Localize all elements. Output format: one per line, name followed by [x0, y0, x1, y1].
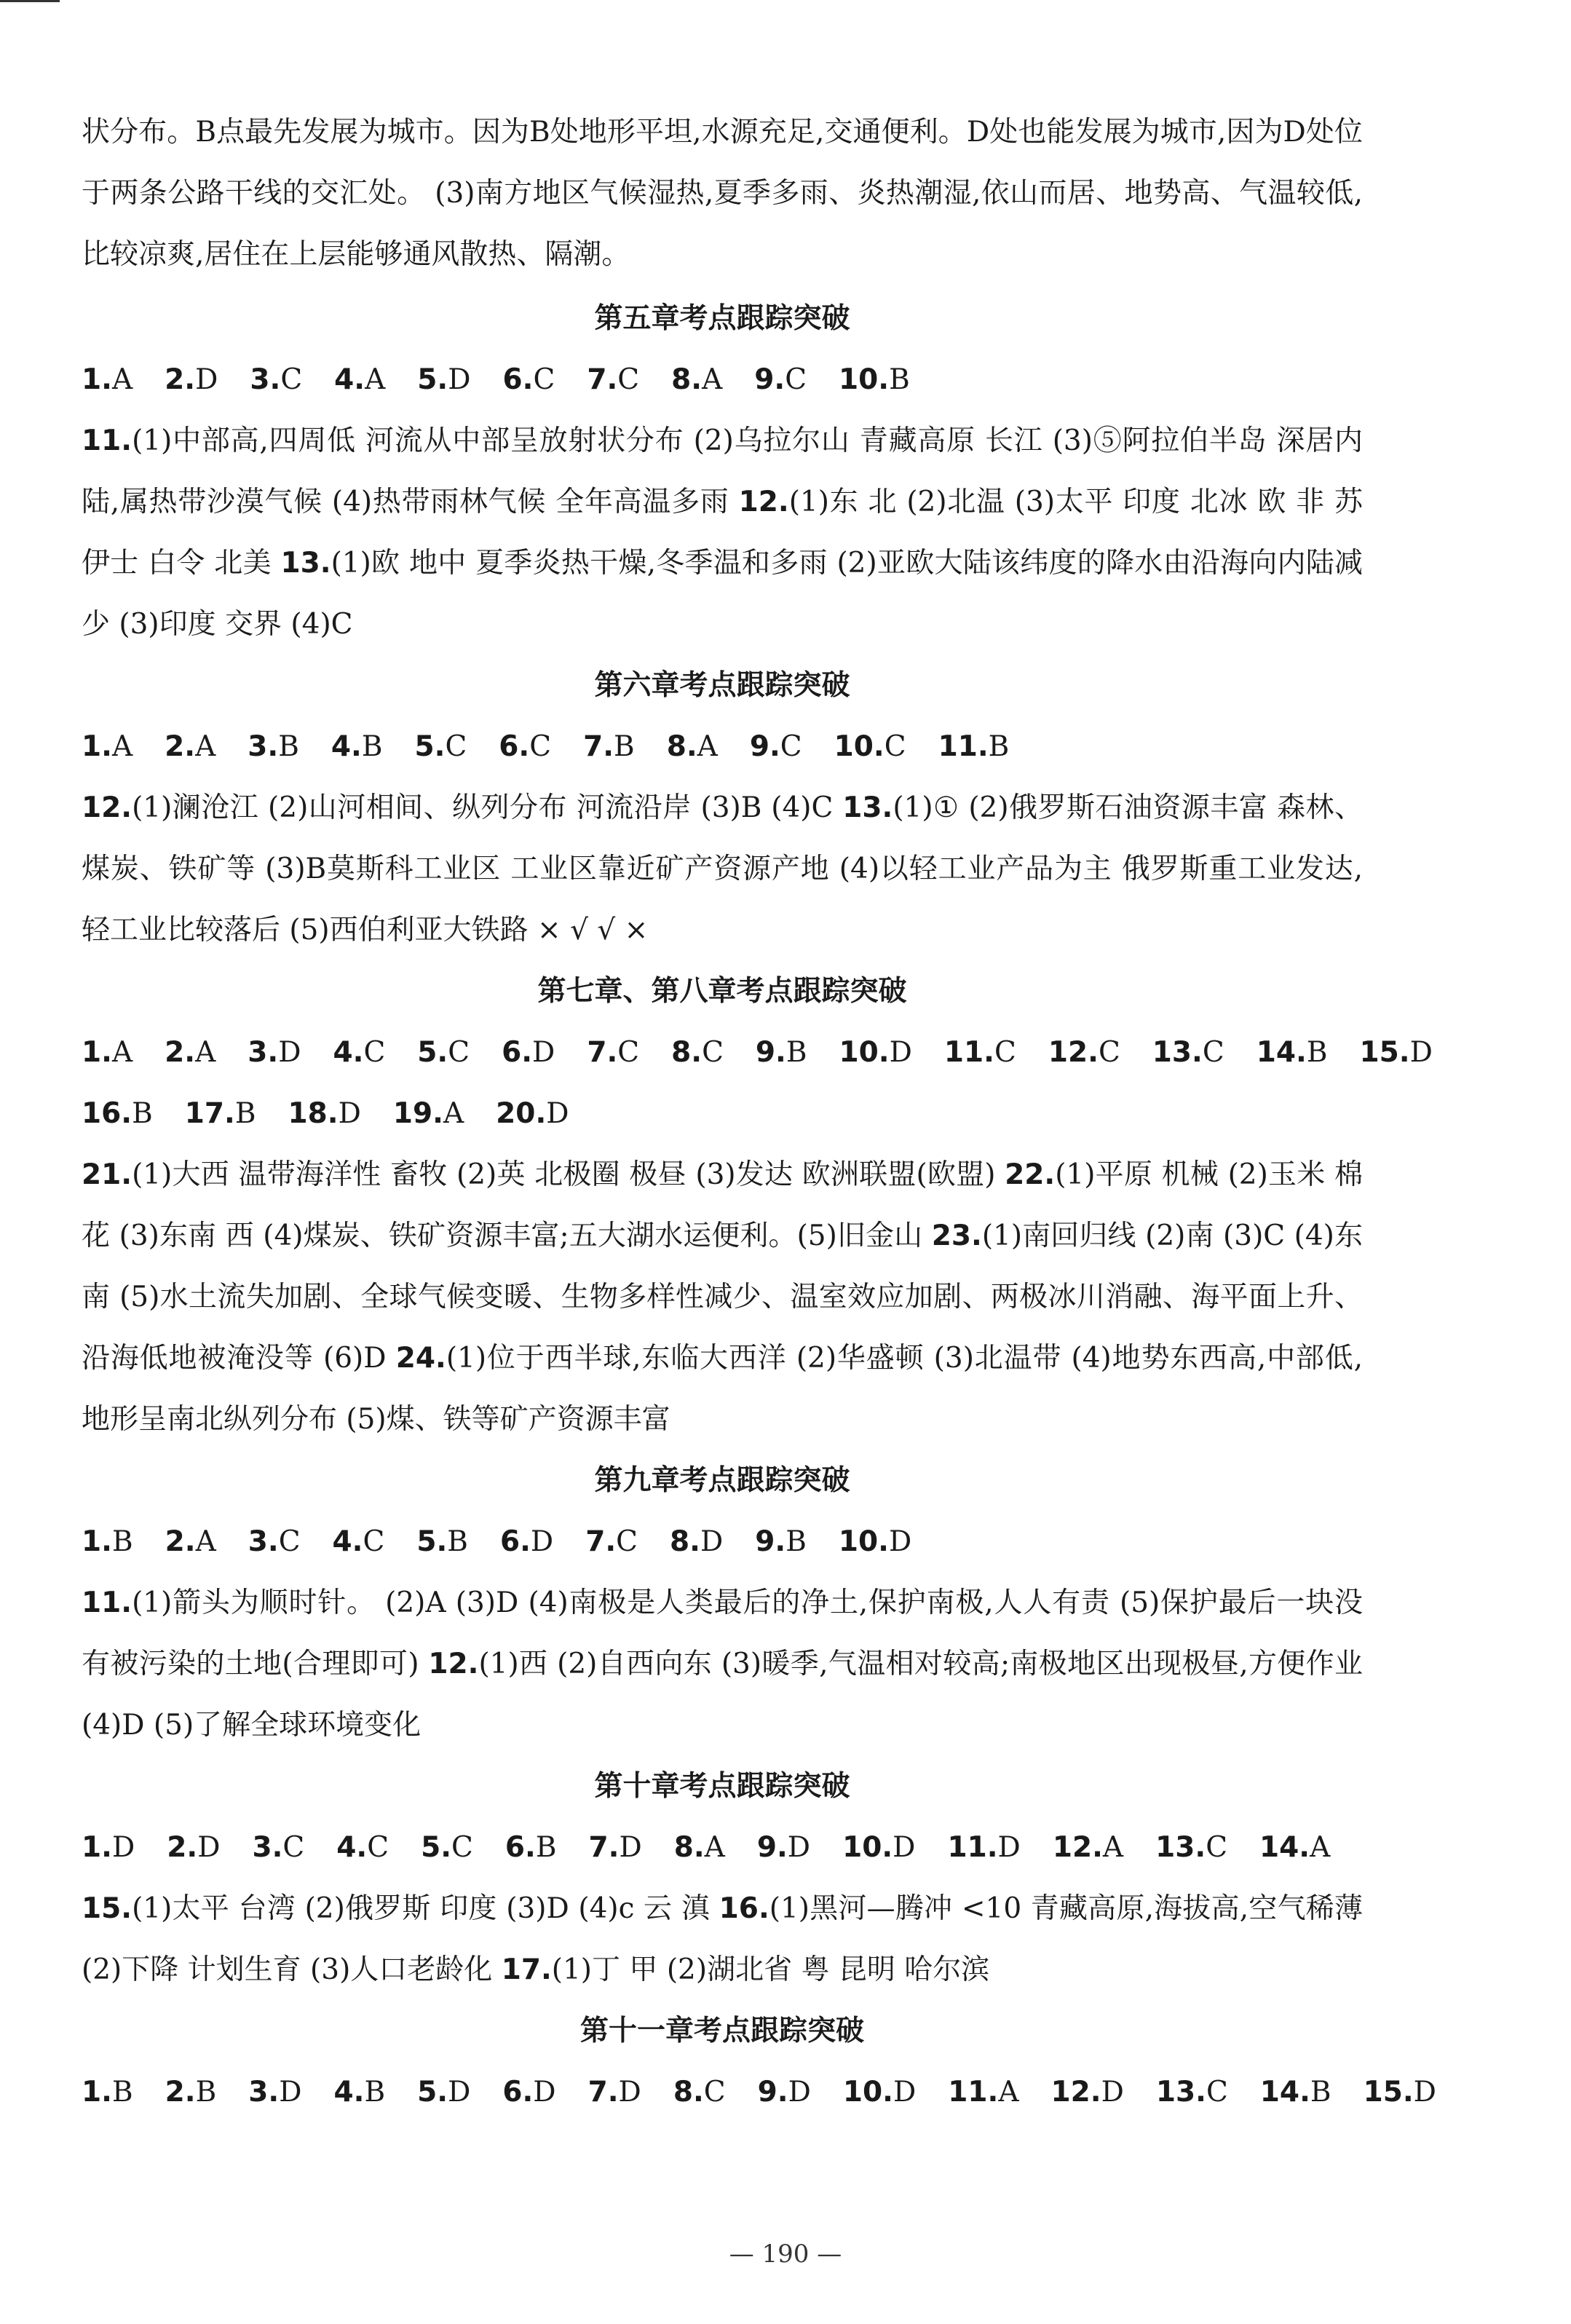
answer-letter: A — [697, 730, 718, 763]
chapter5-subjective — [82, 411, 1363, 655]
mc-answer — [755, 1525, 807, 1558]
mc-answer — [670, 1525, 723, 1558]
answer-letter: C — [282, 1831, 305, 1864]
question-number: 4. — [334, 363, 365, 396]
answer-text: (1)大西 温带海洋性 畜牧 (2)英 北极圈 极昼 (3)发达 欧洲联盟(欧盟) — [132, 1158, 1005, 1191]
mc-answer — [500, 1525, 553, 1558]
chapter11-title: 第十一章考点跟踪突破 — [579, 2015, 864, 2047]
mc-answer — [416, 1525, 468, 1558]
mc-answer — [502, 2076, 555, 2108]
chapter11-mc-answers — [82, 2062, 1436, 2123]
answer-letter: C — [703, 2076, 726, 2108]
answer-text: (1)东 北 (2)北温 (3)太平 印度 北冰 欧 非 苏伊士 白令 北美 — [82, 486, 1363, 580]
mc-answer — [674, 1831, 725, 1864]
question-number: 5. — [417, 1036, 448, 1069]
question-number: 9. — [755, 1036, 786, 1069]
answer-letter: D — [787, 1831, 811, 1864]
answer-letter: C — [780, 730, 802, 763]
mc-answer — [754, 363, 807, 396]
question-number: 10. — [842, 2076, 893, 2108]
chapter5-mc-answers — [82, 349, 1363, 411]
answer-text: (1)澜沧江 (2)山河相间、纵列分布 河流沿岸 (3)B (4)C — [132, 791, 843, 824]
question-number: 8. — [670, 1525, 700, 1558]
question-number: 10. — [839, 1036, 890, 1069]
answer-letter: C — [785, 363, 807, 396]
chapter5-title: 第五章考点跟踪突破 — [594, 302, 850, 335]
answer-letter: A — [195, 730, 216, 763]
question-number: 22. — [1005, 1158, 1056, 1191]
answer-letter: B — [111, 2076, 133, 2108]
question-number: 23. — [931, 1220, 982, 1252]
question-number: 6. — [499, 1525, 531, 1558]
question-number: 2. — [167, 1831, 198, 1864]
mc-answer — [82, 730, 132, 763]
answer-text: (1)西 (2)自西向东 (3)暖季,气温相对较高;南极地区出现极昼,方便作业 (4)D (5)了解全球环境变化 — [82, 1648, 1363, 1742]
question-number: 13. — [1155, 2076, 1206, 2108]
mc-answer — [393, 1097, 464, 1130]
answer-letter: A — [111, 1036, 133, 1069]
mc-answer — [415, 730, 467, 763]
answer-text: (1)丁 甲 (2)湖北省 粤 昆明 哈尔滨 — [551, 1953, 990, 1986]
answer-text: (1)① (2)俄罗斯石油资源丰富 森林、煤炭、铁矿等 (3)B莫斯科工业区 工业区靠近矿产资源产地 (4)以轻工业产品为主 俄罗斯重工业发达,轻工业比较落后 (5)西伯利亚大铁路 × √ √ × — [82, 791, 1363, 946]
question-number: 13. — [280, 547, 331, 580]
mc-answer — [757, 1831, 810, 1864]
question-number: 7. — [587, 2076, 619, 2108]
mc-answer — [333, 1036, 385, 1069]
answer-text: (1)欧 地中 夏季炎热干燥,冬季温和多雨 (2)亚欧大陆该纬度的降水由沿海向内陆减少 (3)印度 交界 (4)C — [82, 547, 1363, 641]
question-number: 6. — [504, 1831, 536, 1864]
answer-letter: D — [111, 1831, 135, 1864]
answer-letter: D — [546, 1097, 569, 1130]
mc-answer — [839, 1036, 912, 1069]
question-number: 2. — [165, 363, 196, 396]
question-number: 7. — [588, 1831, 620, 1864]
answer-letter: B — [234, 1097, 256, 1130]
answer-letter: C — [617, 1036, 640, 1069]
question-number: 11. — [947, 1831, 998, 1864]
question-number: 4. — [332, 1525, 363, 1558]
chapter10-mc-answers — [82, 1817, 1363, 1878]
chapter10-title: 第十章考点跟踪突破 — [594, 1770, 850, 1803]
mc-answer — [165, 363, 218, 396]
question-number: 14. — [1259, 1831, 1310, 1864]
question-number: 5. — [421, 1831, 452, 1864]
mc-answer — [503, 363, 555, 396]
answer-letter: C — [1202, 1036, 1224, 1069]
answer-letter: C — [994, 1036, 1016, 1069]
question-number: 5. — [414, 730, 446, 763]
answer-letter: D — [279, 2076, 302, 2108]
answer-text: (1)太平 台湾 (2)俄罗斯 印度 (3)D (4)c 云 滇 — [132, 1892, 719, 1925]
page-number: — 190 — — [729, 2240, 842, 2269]
question-number: 13. — [1155, 1831, 1206, 1864]
question-number: 4. — [333, 1036, 364, 1069]
answer-letter: B — [889, 363, 910, 396]
mc-answer — [587, 1036, 639, 1069]
question-number: 11. — [943, 1036, 994, 1069]
question-number: 10. — [842, 1831, 893, 1864]
question-number: 15. — [1363, 2076, 1414, 2108]
answer-letter: C — [533, 363, 555, 396]
answer-letter: A — [195, 1525, 216, 1558]
mc-answer — [421, 1831, 473, 1864]
mc-answer — [288, 1097, 361, 1130]
question-number: 19. — [392, 1097, 443, 1130]
mc-answer — [1152, 1036, 1224, 1069]
answer-letter: B — [786, 1036, 807, 1069]
question-number: 6. — [502, 2076, 534, 2108]
chapter9-mc-answers — [82, 1511, 1363, 1573]
mc-answer — [185, 1097, 256, 1130]
mc-answer — [165, 730, 215, 763]
question-number: 7. — [587, 363, 618, 396]
answer-letter: C — [363, 1525, 385, 1558]
answer-letter: D — [532, 1036, 555, 1069]
answer-letter: B — [361, 730, 383, 763]
answer-letter: A — [195, 1036, 216, 1069]
mc-answer — [82, 363, 132, 396]
answer-letter: D — [1101, 2076, 1124, 2108]
mc-answer — [671, 363, 722, 396]
question-number: 14. — [1256, 1036, 1307, 1069]
mc-answer — [842, 1831, 915, 1864]
question-number: 12. — [1052, 1831, 1103, 1864]
mc-answer — [944, 1036, 1016, 1069]
answer-letter: B — [1310, 2076, 1331, 2108]
answer-letter: D — [278, 1036, 301, 1069]
mc-answer — [1048, 1036, 1120, 1069]
question-number: 9. — [754, 363, 786, 396]
answer-text: (1)南回归线 (2)南 (3)C (4)东南 (5)水土流失加剧、全球气候变暖、生物多样性减少、温室效应加剧、两极冰川消融、海平面上升、沿海低地被淹没等 (6)D — [82, 1220, 1363, 1375]
answer-letter: C — [1206, 1831, 1228, 1864]
question-number: 17. — [501, 1953, 552, 1986]
answer-letter: B — [614, 730, 635, 763]
question-number: 21. — [82, 1158, 132, 1191]
question-number: 11. — [82, 1586, 132, 1619]
mc-answer — [1260, 2076, 1331, 2108]
question-number: 2. — [165, 1525, 196, 1558]
intro-paragraph: 状分布。B点最先发展为城市。因为B处地形平坦,水源充足,交通便利。D处也能发展为城市,因为D处位于两条公路干线的交汇处。 (3)南方地区气候湿热,夏季多雨、炎热潮湿,依山而居、地势高、气温较低,比较凉爽,居住在上层能够通风散热、隔潮。 — [82, 116, 1363, 271]
question-number: 3. — [248, 1036, 279, 1069]
mc-answer — [673, 2076, 726, 2108]
answer-letter: A — [998, 2076, 1019, 2108]
mc-answer — [834, 730, 906, 763]
mc-answer — [334, 363, 385, 396]
question-number: 3. — [248, 1525, 279, 1558]
question-number: 16. — [82, 1097, 132, 1130]
chapter78-title: 第七章、第八章考点跟踪突破 — [537, 975, 907, 1008]
answer-letter: A — [111, 730, 133, 763]
mc-answer — [333, 2076, 385, 2108]
question-number: 9. — [757, 2076, 788, 2108]
chapter6-subjective — [82, 778, 1363, 961]
mc-answer — [948, 2076, 1018, 2108]
top-rule — [0, 0, 60, 2]
answer-letter: D — [530, 1525, 554, 1558]
question-number: 7. — [587, 1036, 618, 1069]
mc-answer — [1050, 2076, 1123, 2108]
mc-answer — [671, 1036, 724, 1069]
mc-answer — [82, 1097, 153, 1130]
answer-letter: D — [893, 1831, 916, 1864]
answer-text: (1)位于西半球,东临大西洋 (2)华盛顿 (3)北温带 (4)地势东西高,中部低,地形呈南北纵列分布 (5)煤、铁等矿产资源丰富 — [82, 1342, 1363, 1436]
question-number: 12. — [1050, 2076, 1101, 2108]
question-number: 2. — [165, 730, 196, 763]
question-number: 9. — [756, 1831, 788, 1864]
question-number: 9. — [749, 730, 780, 763]
question-number: 8. — [671, 1036, 703, 1069]
question-number: 8. — [671, 363, 703, 396]
question-number: 12. — [82, 791, 132, 824]
question-number: 4. — [331, 730, 362, 763]
answer-letter: D — [195, 363, 218, 396]
question-number: 6. — [502, 363, 534, 396]
question-number: 12. — [1048, 1036, 1099, 1069]
answer-letter: C — [448, 1036, 470, 1069]
answer-letter: D — [618, 2076, 641, 2108]
question-number: 3. — [248, 730, 279, 763]
answer-letter: D — [1409, 1036, 1433, 1069]
answer-letter: D — [448, 2076, 471, 2108]
mc-answer — [588, 1831, 641, 1864]
question-number: 18. — [288, 1097, 339, 1130]
answer-letter: D — [700, 1525, 724, 1558]
mc-answer — [82, 1036, 132, 1069]
question-number: 1. — [82, 1525, 112, 1558]
question-number: 2. — [165, 1036, 196, 1069]
mc-answer — [331, 730, 383, 763]
answer-letter: C — [884, 730, 906, 763]
mc-answer — [248, 1525, 301, 1558]
answer-text: (1)箭头为顺时针。 (2)A (3)D (4)南极是人类最后的净土,保护南极,人人有责 (5)保护最后一块没有被污染的土地(合理即可) — [82, 1586, 1363, 1680]
answer-letter: A — [704, 1831, 725, 1864]
question-number: 3. — [252, 1831, 283, 1864]
answer-letter: B — [132, 1097, 153, 1130]
answer-letter: A — [702, 363, 723, 396]
question-number: 6. — [502, 1036, 533, 1069]
mc-answer — [947, 1831, 1020, 1864]
mc-answer — [843, 2076, 916, 2108]
chapter6-mc-answers — [82, 716, 1363, 778]
question-number: 4. — [336, 1831, 368, 1864]
question-number: 4. — [333, 2076, 365, 2108]
mc-answer — [336, 1831, 389, 1864]
answer-letter: B — [364, 2076, 386, 2108]
mc-answer — [1259, 1831, 1330, 1864]
question-number: 1. — [82, 2076, 112, 2108]
answer-letter: B — [278, 730, 299, 763]
answer-letter: B — [195, 2076, 217, 2108]
mc-answer — [1257, 1036, 1328, 1069]
mc-answer — [583, 730, 635, 763]
answer-letter: D — [889, 1036, 912, 1069]
mc-answer — [248, 1036, 301, 1069]
answer-letter: B — [1306, 1036, 1328, 1069]
question-number: 3. — [250, 363, 281, 396]
mc-answer — [248, 730, 299, 763]
answer-letter: D — [533, 2076, 556, 2108]
question-number: 11. — [938, 730, 989, 763]
question-number: 8. — [673, 2076, 704, 2108]
mc-answer — [839, 363, 910, 396]
answer-letter: C — [616, 1525, 638, 1558]
chapter6-title: 第六章考点跟踪突破 — [594, 669, 850, 702]
question-number: 1. — [82, 1831, 112, 1864]
question-number: 24. — [395, 1342, 446, 1375]
mc-answer — [167, 1831, 220, 1864]
mc-answer — [82, 1831, 135, 1864]
mc-answer — [756, 1036, 807, 1069]
question-number: 5. — [417, 363, 448, 396]
mc-answer — [1156, 2076, 1228, 2108]
question-number: 10. — [834, 730, 885, 763]
answer-letter: C — [278, 1525, 301, 1558]
answer-letter: A — [1310, 1831, 1331, 1864]
mc-answer — [333, 1525, 385, 1558]
chapter78-mc-answers-2 — [82, 1083, 1363, 1145]
question-number: 1. — [82, 363, 112, 396]
answer-letter: A — [443, 1097, 464, 1130]
question-number: 8. — [673, 1831, 705, 1864]
question-number: 8. — [666, 730, 697, 763]
answer-letter: B — [988, 730, 1010, 763]
mc-answer — [587, 363, 639, 396]
mc-answer — [165, 2076, 217, 2108]
answer-letter: A — [1102, 1831, 1124, 1864]
answer-letter: C — [702, 1036, 724, 1069]
question-number: 5. — [417, 2076, 448, 2108]
question-number: 11. — [948, 2076, 999, 2108]
question-number: 10. — [839, 363, 890, 396]
mc-answer — [588, 2076, 641, 2108]
question-number: 1. — [82, 730, 112, 763]
answer-letter: B — [447, 1525, 468, 1558]
question-number: 13. — [842, 791, 893, 824]
answer-letter: C — [617, 363, 640, 396]
answer-letter: C — [363, 1036, 386, 1069]
chapter9-title: 第九章考点跟踪突破 — [594, 1464, 850, 1497]
question-number: 1. — [82, 1036, 112, 1069]
question-number: 13. — [1152, 1036, 1203, 1069]
answer-letter: C — [451, 1831, 473, 1864]
question-number: 7. — [585, 1525, 617, 1558]
answer-letter: D — [338, 1097, 361, 1130]
answer-letter: B — [786, 1525, 807, 1558]
answer-letter: C — [1206, 2076, 1228, 2108]
mc-answer — [248, 2076, 301, 2108]
answer-letter: D — [888, 1525, 912, 1558]
chapter9-subjective — [82, 1573, 1363, 1756]
answer-letter: D — [1413, 2076, 1436, 2108]
mc-answer — [496, 1097, 569, 1130]
answer-letter: D — [448, 363, 471, 396]
mc-answer — [250, 363, 302, 396]
mc-answer — [499, 730, 551, 763]
chapter10-subjective — [82, 1878, 1363, 2001]
mc-answer — [82, 1525, 133, 1558]
answer-letter: D — [893, 2076, 917, 2108]
question-number: 15. — [1359, 1036, 1410, 1069]
answer-page — [82, 102, 1436, 2123]
answer-letter: D — [197, 1831, 221, 1864]
question-number: 3. — [248, 2076, 280, 2108]
answer-letter: D — [619, 1831, 642, 1864]
answer-text: (1)中部高,四周低 河流从中部呈放射状分布 (2)乌拉尔山 青藏高原 长江 (3)⑤阿拉伯半岛 深居内陆,属热带沙漠气候 (4)热带雨林气候 全年高温多雨 — [82, 424, 1363, 518]
mc-answer — [1364, 2076, 1436, 2108]
mc-answer — [1359, 1036, 1432, 1069]
mc-answer — [750, 730, 802, 763]
mc-answer — [505, 1831, 557, 1864]
answer-letter: A — [111, 363, 133, 396]
answer-letter: B — [111, 1525, 133, 1558]
mc-answer — [165, 1036, 215, 1069]
question-number: 16. — [719, 1892, 769, 1925]
question-number: 5. — [416, 1525, 448, 1558]
question-number: 14. — [1259, 2076, 1310, 2108]
answer-text: (1)黑河—腾冲 <10 青藏高原,海拔高,空气稀薄 (2)下降 计划生育 (3)人口老龄化 — [82, 1892, 1364, 1986]
answer-letter: B — [535, 1831, 557, 1864]
mc-answer — [1053, 1831, 1123, 1864]
mc-answer — [938, 730, 1010, 763]
mc-answer — [165, 1525, 216, 1558]
question-number: 20. — [496, 1097, 547, 1130]
mc-answer — [82, 2076, 133, 2108]
question-number: 7. — [583, 730, 614, 763]
mc-answer — [667, 730, 718, 763]
answer-letter: C — [280, 363, 303, 396]
question-number: 2. — [165, 2076, 196, 2108]
question-number: 17. — [184, 1097, 235, 1130]
mc-answer — [1155, 1831, 1227, 1864]
answer-letter: D — [997, 1831, 1021, 1864]
mc-answer — [502, 1036, 555, 1069]
answer-letter: A — [365, 363, 386, 396]
question-number: 15. — [82, 1892, 132, 1925]
mc-answer — [758, 2076, 811, 2108]
answer-text: (1)平原 机械 (2)玉米 棉花 (3)东南 西 (4)煤炭、铁矿资源丰富;五大湖水运便利。(5)旧金山 — [82, 1158, 1363, 1252]
answer-letter: C — [367, 1831, 389, 1864]
question-number: 12. — [738, 486, 789, 518]
mc-answer — [252, 1831, 304, 1864]
chapter78-subjective — [82, 1145, 1363, 1450]
mc-answer — [585, 1525, 638, 1558]
mc-answer — [839, 1525, 911, 1558]
mc-answer — [417, 363, 470, 396]
question-number: 11. — [82, 424, 132, 457]
answer-letter: C — [1098, 1036, 1120, 1069]
answer-letter: D — [788, 2076, 811, 2108]
chapter78-mc-answers-1 — [82, 1022, 1433, 1083]
mc-answer — [417, 1036, 470, 1069]
question-number: 12. — [428, 1648, 479, 1680]
mc-answer — [417, 2076, 470, 2108]
question-number: 9. — [755, 1525, 786, 1558]
answer-letter: C — [445, 730, 467, 763]
question-number: 6. — [499, 730, 530, 763]
answer-letter: C — [529, 730, 552, 763]
question-number: 10. — [838, 1525, 889, 1558]
